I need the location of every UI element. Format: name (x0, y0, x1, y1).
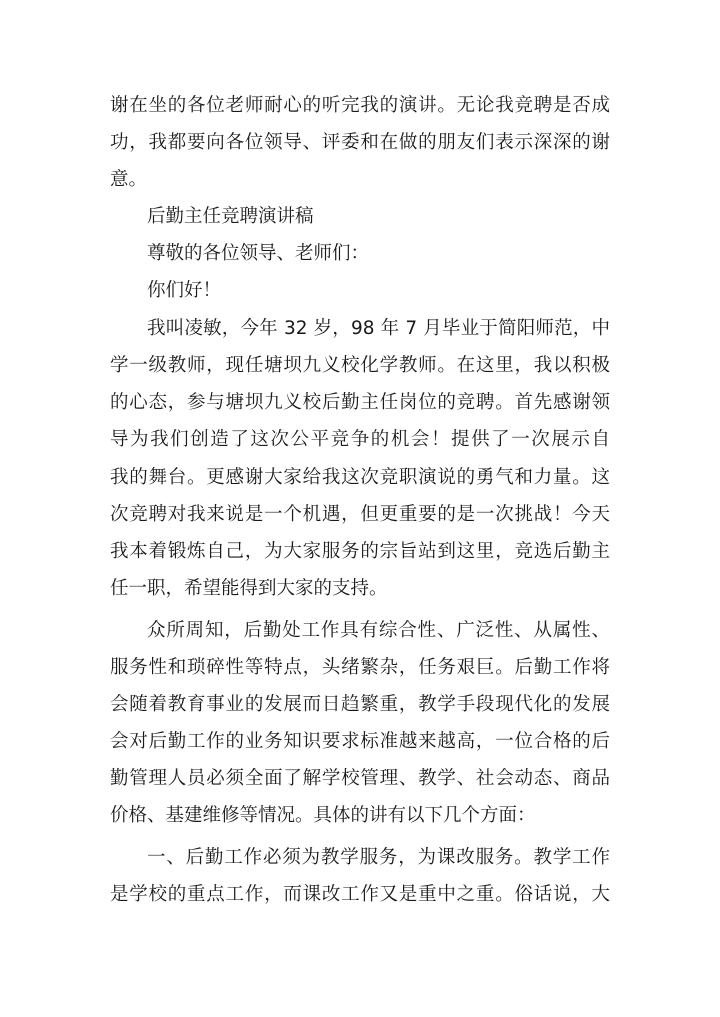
text-line: 意。 (110, 169, 148, 190)
text-line: 价格、基建维修等情况。具体的讲有以下几个方面： (110, 805, 536, 826)
text-line: 一、后勤工作必须为教学服务，为课改服务。教学工作 (147, 847, 610, 868)
greeting: 你们好！ (147, 280, 222, 301)
text-line: 次竞聘对我来说是一个机遇，但更重要的是一次挑战！今天 (110, 504, 610, 525)
text-line: 导为我们创造了这次公平竞争的机会！提供了一次展示自 (110, 429, 610, 450)
text-line: 勤管理人员必须全面了解学校管理、教学、社会动态、商品 (110, 768, 610, 789)
salutation: 尊敬的各位领导、老师们： (147, 243, 370, 264)
text-line: 是学校的重点工作，而课改工作又是重中之重。俗话说，大 (110, 884, 610, 905)
text-line: 学一级教师，现任塘坝九义校化学教师。在这里，我以积极 (110, 355, 610, 376)
text-line: 谢在坐的各位老师耐心的听完我的演讲。无论我竞聘是否成 (110, 95, 610, 116)
document-title: 后勤主任竞聘演讲稿 (147, 206, 314, 227)
text-line: 会对后勤工作的业务知识要求标准越来越高，一位合格的后 (110, 731, 610, 752)
text-line: 会随着教育事业的发展而日趋繁重，教学手段现代化的发展 (110, 694, 610, 715)
text-line: 功，我都要向各位领导、评委和在做的朋友们表示深深的谢 (110, 132, 610, 153)
text-line: 服务性和琐碎性等特点，头绪繁杂，任务艰巨。后勤工作将 (110, 657, 610, 678)
text-line: 任一职，希望能得到大家的支持。 (110, 578, 388, 599)
text-line: 的心态，参与塘坝九义校后勤主任岗位的竞聘。首先感谢领 (110, 392, 610, 413)
text-line: 众所周知，后勤处工作具有综合性、广泛性、从属性、 (147, 620, 610, 641)
text-line: 我的舞台。更感谢大家给我这次竞职演说的勇气和力量。这 (110, 467, 610, 488)
text-line: 我本着锻炼自己，为大家服务的宗旨站到这里，竞选后勤主 (110, 541, 610, 562)
text-line: 我叫凌敏，今年 32 岁，98 年 7 月毕业于简阳师范，中 (147, 318, 610, 339)
